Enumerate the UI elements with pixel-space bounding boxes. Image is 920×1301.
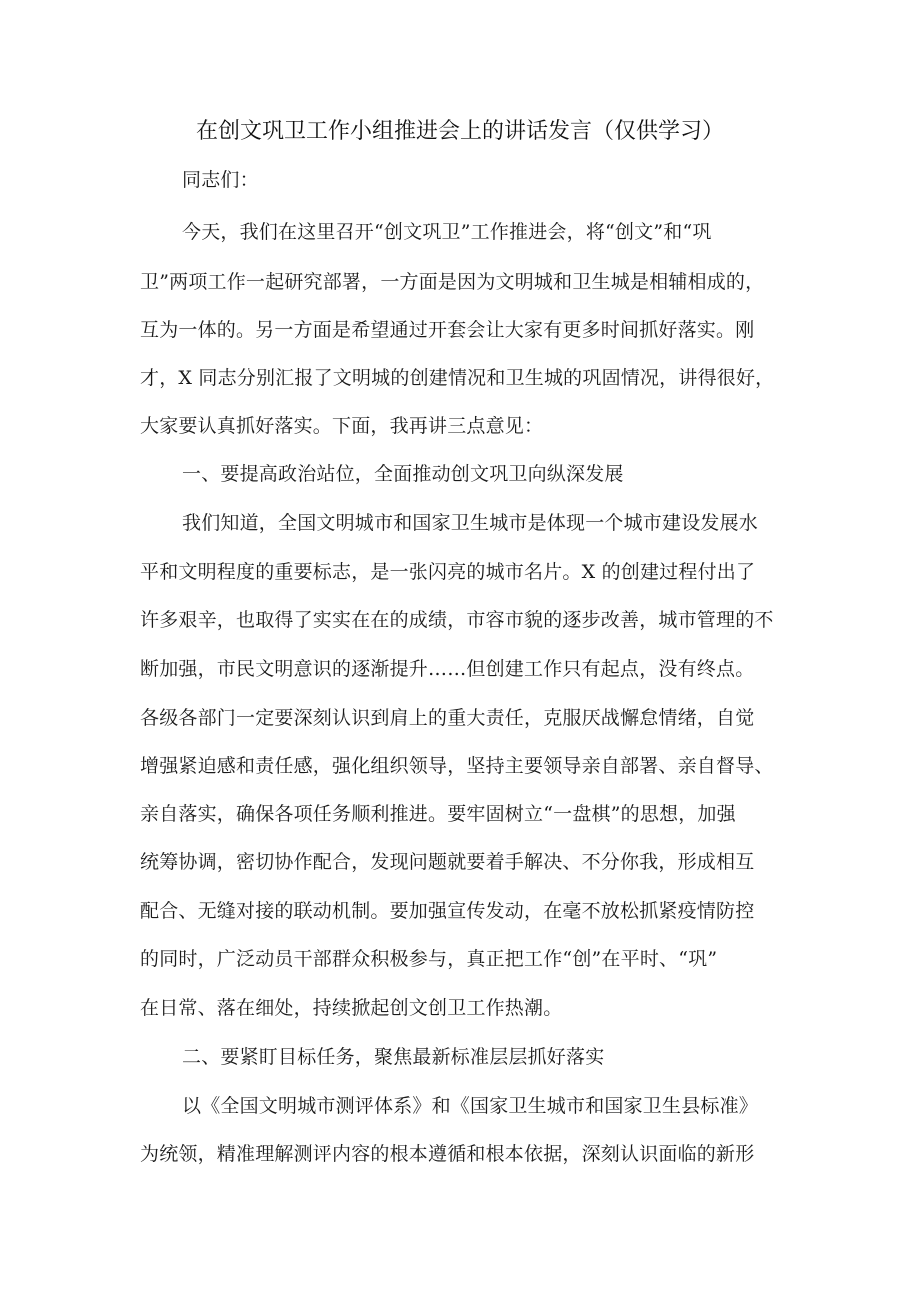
paragraph-line: 以《全国文明城市测评体系》和《国家卫生城市和国家卫生县标准》: [182, 1095, 759, 1117]
paragraph-line: 才，X 同志分别汇报了文明城的创建情况和卫生城的巩固情况，讲得很好，: [140, 367, 775, 389]
paragraph-line: 在日常、落在细处，持续掀起创文创卫工作热潮。: [140, 997, 563, 1019]
paragraph-line: 我们知道，全国文明城市和国家卫生城市是体现一个城市建设发展水: [182, 512, 759, 534]
paragraph-line: 平和文明程度的重要标志，是一张闪亮的城市名片。X 的创建过程付出了: [140, 561, 756, 583]
paragraph-line: 断加强，市民文明意识的逐渐提升……但创建工作只有起点，没有终点。: [140, 658, 755, 680]
paragraph-line: 大家要认真抓好落实。下面，我再讲三点意见：: [140, 415, 544, 437]
paragraph-line: 卫”两项工作一起研究部署，一方面是因为文明城和卫生城是相辅相成的，: [140, 271, 765, 293]
paragraph-line: 为统领，精准理解测评内容的根本遵循和根本依据，深刻认识面临的新形: [140, 1143, 755, 1165]
section-heading-2: 二、要紧盯目标任务，聚焦最新标准层层抓好落实: [182, 1046, 605, 1068]
paragraph-line: 统筹协调，密切协作配合，发现问题就要着手解决、不分你我，形成相互: [140, 851, 755, 873]
salutation: 同志们：: [182, 169, 259, 191]
section-heading-1: 一、要提高政治站位，全面推动创文巩卫向纵深发展: [182, 463, 624, 485]
paragraph-line: 各级各部门一定要深刻认识到肩上的重大责任，克服厌战懈怠情绪，自觉: [140, 707, 755, 729]
paragraph-line: 许多艰辛，也取得了实实在在的成绩，市容市貌的逐步改善，城市管理的不: [140, 609, 774, 631]
paragraph-line: 增强紧迫感和责任感，强化组织领导，坚持主要领导亲自部署、亲自督导、: [140, 755, 774, 777]
paragraph-line: 配合、无缝对接的联动机制。要加强宣传发动，在毫不放松抓紧疫情防控: [140, 900, 755, 922]
document-title: 在创文巩卫工作小组推进会上的讲话发言（仅供学习）: [195, 119, 724, 144]
paragraph-line: 的同时，广泛动员干部群众积极参与，真正把工作“创”在平时、“巩”: [140, 948, 718, 970]
paragraph-line: 亲自落实，确保各项任务顺利推进。要牢固树立“一盘棋”的思想，加强: [140, 803, 736, 825]
paragraph-line: 今天，我们在这里召开“创文巩卫”工作推进会，将“创文”和“巩: [182, 221, 712, 243]
paragraph-line: 互为一体的。另一方面是希望通过开套会让大家有更多时间抓好落实。刚: [140, 319, 755, 341]
